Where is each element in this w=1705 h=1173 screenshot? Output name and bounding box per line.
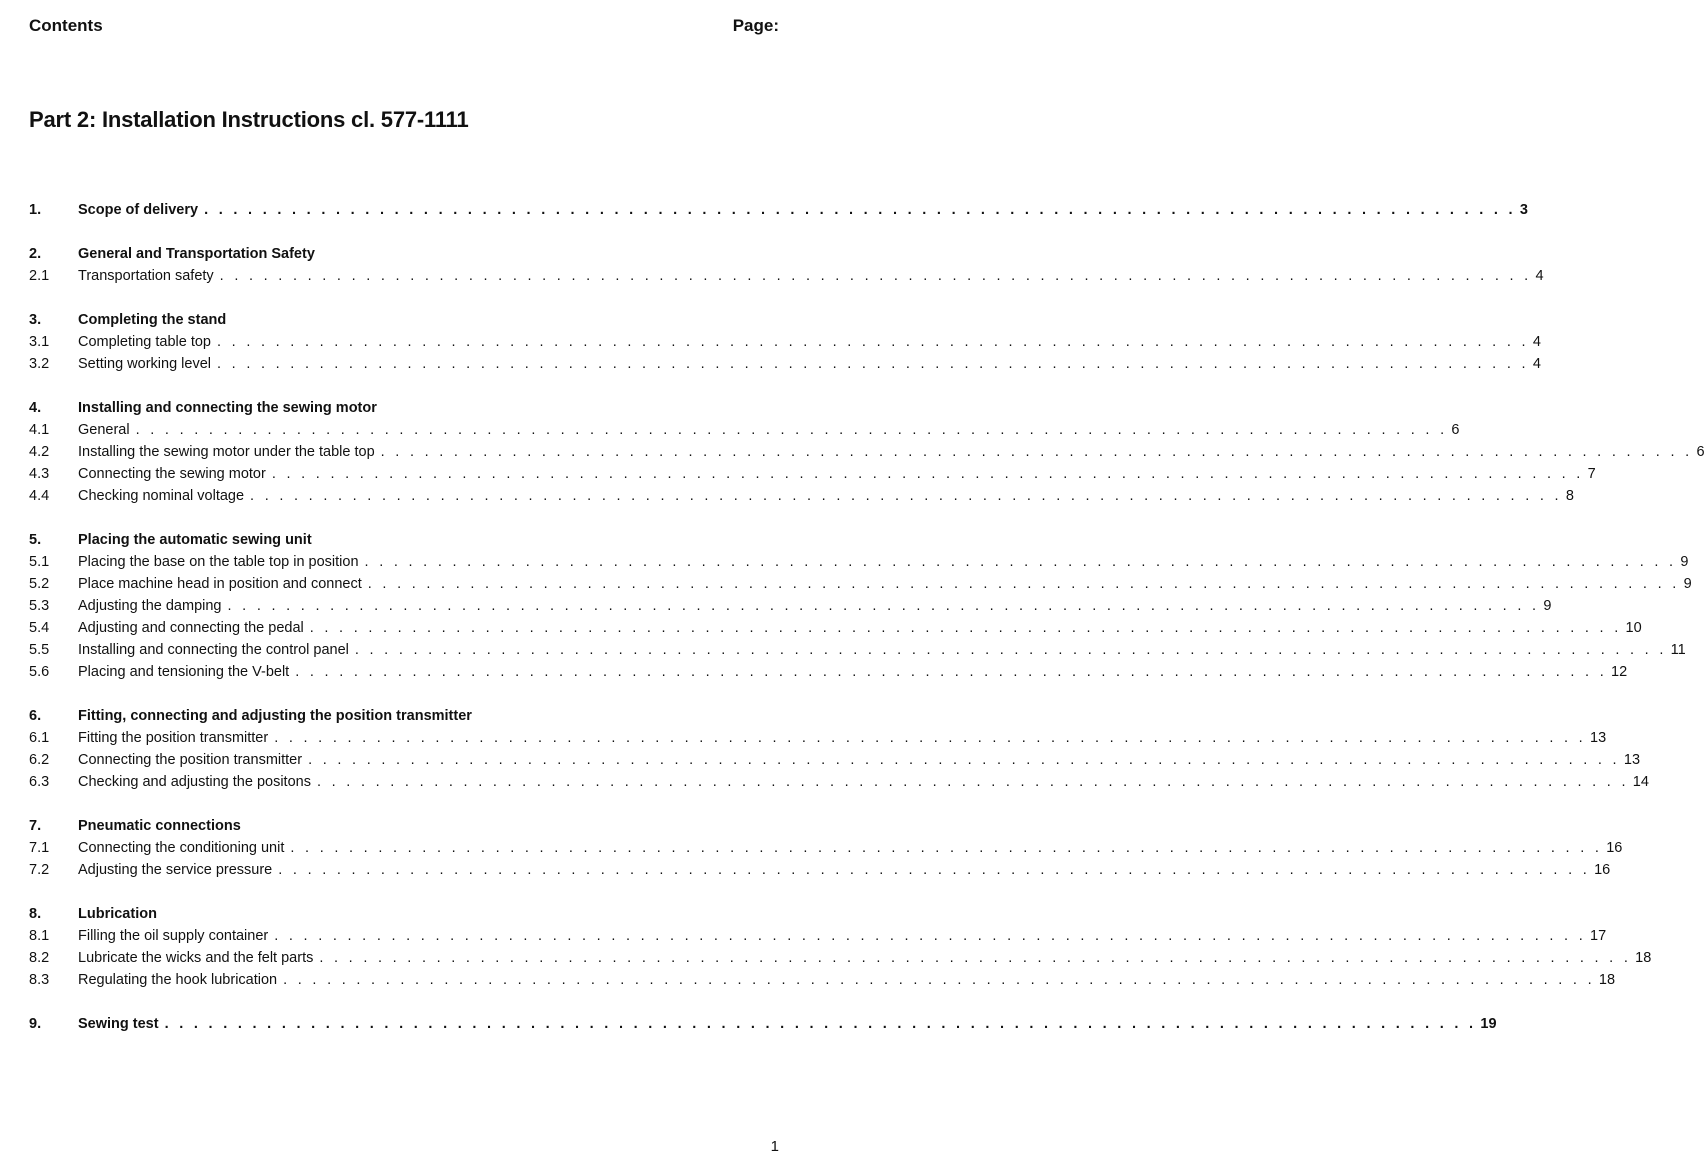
toc-title: Lubrication [78, 903, 161, 925]
toc-title: General and Transportation Safety [78, 243, 319, 265]
toc-section-row [29, 243, 779, 265]
toc-leader-dots: . . . . . . . . . . . . . . . . . . . . . . . . . . . . . . . . . . . . . . . . . . . . . . . . . . . . . . . . . . . . . . . . . . . . . . . . . . . . . . . . . . . . . . . . . . [364, 554, 1677, 570]
toc-page-number: 11 [1667, 639, 1686, 661]
toc-leader-dots: . . . . . . . . . . . . . . . . . . . . . . . . . . . . . . . . . . . . . . . . . . . . . . . . . . . . . . . . . . . . . . . . . . . . . . . . . . . . . . . . . . . . . . . . . . [290, 840, 1603, 856]
toc-entry-row [29, 617, 1642, 639]
toc-leader-dots: . . . . . . . . . . . . . . . . . . . . . . . . . . . . . . . . . . . . . . . . . . . . . . . . . . . . . . . . . . . . . . . . . . . . . . . . . . . . . . . . . . . . . . . . . . [380, 444, 1693, 460]
toc-leader-dots: . . . . . . . . . . . . . . . . . . . . . . . . . . . . . . . . . . . . . . . . . . . . . . . . . . . . . . . . . . . . . . . . . . . . . . . . . . . . . . . . . . . . . . . . . . [217, 334, 1529, 350]
toc-entry-row [29, 353, 1541, 375]
toc-page-number: 13 [1586, 727, 1606, 749]
toc-leader-dots: . . . . . . . . . . . . . . . . . . . . . . . . . . . . . . . . . . . . . . . . . . . . . . . . . . . . . . . . . . . . . . . . . . . . . . . . . . . . . . . . . . . . . . . . . . [278, 862, 1591, 878]
toc-entry-row [29, 661, 1628, 683]
toc-entry-row [29, 419, 1460, 441]
toc-page-number: 13 [1620, 749, 1640, 771]
toc-number: 8.1 [29, 928, 50, 944]
toc-number: 2. [29, 246, 42, 262]
toc-number: 7. [29, 818, 42, 834]
toc-title: Connecting the conditioning unit [78, 837, 288, 859]
toc-number: 6. [29, 708, 42, 724]
toc-title: Adjusting the service pressure [78, 859, 276, 881]
toc-leader-dots: . . . . . . . . . . . . . . . . . . . . . . . . . . . . . . . . . . . . . . . . . . . . . . . . . . . . . . . . . . . . . . . . . . . . . . . . . . . . . . . . . . . . . . . . . . [135, 422, 1448, 438]
toc-number: 7.2 [29, 862, 50, 878]
toc-number: 6.1 [29, 730, 50, 746]
toc-section-row [29, 1013, 1497, 1035]
toc-title: Sewing test [78, 1013, 163, 1035]
toc-number: 9. [29, 1016, 42, 1032]
toc-page-number: 12 [1607, 661, 1627, 683]
toc-entry-row [29, 573, 1692, 595]
table-of-contents [29, 199, 1705, 1035]
part-title: Part 2: Installation Instructions cl. 577-1111 [29, 107, 469, 132]
toc-spacer [29, 991, 779, 1013]
toc-title: Checking nominal voltage [78, 485, 248, 507]
toc-title: Transportation safety [78, 265, 218, 287]
toc-title: Filling the oil supply container [78, 925, 272, 947]
toc-number: 5. [29, 532, 42, 548]
toc-title: General [78, 419, 134, 441]
toc-leader-dots: . . . . . . . . . . . . . . . . . . . . . . . . . . . . . . . . . . . . . . . . . . . . . . . . . . . . . . . . . . . . . . . . . . . . . . . . . . . . . . . . . . . . . . . . . . [271, 466, 1584, 482]
toc-title: Placing the automatic sewing unit [78, 529, 316, 551]
toc-number: 3.1 [29, 334, 50, 350]
toc-spacer [29, 221, 779, 243]
toc-entry-row [29, 551, 1689, 573]
toc-spacer [29, 375, 779, 397]
toc-number: 6.2 [29, 752, 50, 768]
toc-page-number: 8 [1562, 485, 1574, 507]
toc-number: 5.1 [29, 554, 50, 570]
toc-section-row [29, 397, 779, 419]
toc-number: 2.1 [29, 268, 50, 284]
toc-entry-row [29, 771, 1649, 793]
header-page-label: Page: [732, 16, 779, 35]
toc-title: Pneumatic connections [78, 815, 245, 837]
toc-page-number: 4 [1531, 265, 1543, 287]
toc-spacer [29, 507, 779, 529]
toc-entry-row [29, 485, 1574, 507]
toc-page-number: 18 [1595, 969, 1615, 991]
toc-leader-dots: . . . . . . . . . . . . . . . . . . . . . . . . . . . . . . . . . . . . . . . . . . . . . . . . . . . . . . . . . . . . . . . . . . . . . . . . . . . . . . . . . . . . . . . . . . [367, 576, 1680, 592]
toc-number: 5.2 [29, 576, 50, 592]
toc-number: 8.3 [29, 972, 50, 988]
toc-number: 4. [29, 400, 42, 416]
toc-page-number: 10 [1622, 617, 1642, 639]
toc-title: Adjusting the damping [78, 595, 226, 617]
toc-title: Connecting the sewing motor [78, 463, 270, 485]
toc-spacer [29, 287, 779, 309]
toc-page-number: 9 [1539, 595, 1551, 617]
toc-entry-row [29, 727, 1607, 749]
toc-number: 4.3 [29, 466, 50, 482]
toc-entry-row [29, 595, 1552, 617]
toc-title: Connecting the position transmitter [78, 749, 306, 771]
header-contents: Contents [29, 16, 103, 35]
toc-page-number: 19 [1476, 1013, 1496, 1035]
toc-entry-row [29, 463, 1596, 485]
toc-page-number: 3 [1516, 199, 1528, 221]
toc-entry-row [29, 837, 1623, 859]
toc-title: Fitting, connecting and adjusting the position transmitter [78, 705, 476, 727]
toc-entry-row [29, 859, 1611, 881]
toc-page-number: 6 [1692, 441, 1704, 463]
toc-leader-dots: . . . . . . . . . . . . . . . . . . . . . . . . . . . . . . . . . . . . . . . . . . . . . . . . . . . . . . . . . . . . . . . . . . . . . . . . . . . . . . . . . . . . . . . . . . [309, 620, 1622, 636]
toc-entry-row [29, 441, 1705, 463]
toc-number: 4.2 [29, 444, 50, 460]
toc-page-number: 18 [1631, 947, 1651, 969]
toc-leader-dots: . . . . . . . . . . . . . . . . . . . . . . . . . . . . . . . . . . . . . . . . . . . . . . . . . . . . . . . . . . . . . . . . . . . . . . . . . . . . . . . . . . . . . . . . . . [308, 752, 1620, 768]
toc-leader-dots: . . . . . . . . . . . . . . . . . . . . . . . . . . . . . . . . . . . . . . . . . . . . . . . . . . . . . . . . . . . . . . . . . . . . . . . . . . . . . . . . . . . . . . . . . . [354, 642, 1667, 658]
toc-page-number: 14 [1629, 771, 1649, 793]
toc-page-number: 17 [1586, 925, 1606, 947]
toc-number: 4.1 [29, 422, 50, 438]
toc-number: 6.3 [29, 774, 50, 790]
toc-page-number: 9 [1680, 573, 1692, 595]
toc-section-row [29, 815, 779, 837]
toc-entry-row [29, 331, 1541, 353]
toc-title: Checking and adjusting the positons [78, 771, 315, 793]
toc-leader-dots: . . . . . . . . . . . . . . . . . . . . . . . . . . . . . . . . . . . . . . . . . . . . . . . . . . . . . . . . . . . . . . . . . . . . . . . . . . . . . . . . . . . . . . . . . . [227, 598, 1540, 614]
toc-page-number: 16 [1602, 837, 1622, 859]
toc-entry-row [29, 925, 1607, 947]
toc-section-row [29, 705, 779, 727]
page-number: 1 [770, 1138, 779, 1155]
toc-title: Regulating the hook lubrication [78, 969, 281, 991]
toc-page-number: 4 [1529, 353, 1541, 375]
toc-number: 3. [29, 312, 42, 328]
toc-title: Installing the sewing motor under the table top [78, 441, 379, 463]
toc-leader-dots: . . . . . . . . . . . . . . . . . . . . . . . . . . . . . . . . . . . . . . . . . . . . . . . . . . . . . . . . . . . . . . . . . . . . . . . . . . . . . . . . . . . . . . . . . . [283, 972, 1595, 988]
toc-title: Installing and connecting the control panel [78, 639, 353, 661]
toc-number: 5.6 [29, 664, 50, 680]
toc-spacer [29, 881, 779, 903]
toc-number: 7.1 [29, 840, 50, 856]
toc-number: 8. [29, 906, 42, 922]
toc-number: 8.2 [29, 950, 50, 966]
toc-title: Scope of delivery [78, 199, 202, 221]
toc-number: 5.3 [29, 598, 50, 614]
toc-section-row [29, 199, 1528, 221]
toc-leader-dots: . . . . . . . . . . . . . . . . . . . . . . . . . . . . . . . . . . . . . . . . . . . . . . . . . . . . . . . . . . . . . . . . . . . . . . . . . . . . . . . . . . . . . . . . . . [274, 730, 1587, 746]
toc-number: 5.5 [29, 642, 50, 658]
toc-title: Fitting the position transmitter [78, 727, 272, 749]
toc-section-row [29, 529, 779, 551]
toc-number: 1. [29, 202, 42, 218]
toc-title: Lubricate the wicks and the felt parts [78, 947, 317, 969]
toc-leader-dots: . . . . . . . . . . . . . . . . . . . . . . . . . . . . . . . . . . . . . . . . . . . . . . . . . . . . . . . . . . . . . . . . . . . . . . . . . . . . . . . . . . . . . . . . . . [295, 664, 1608, 680]
toc-page-number: 9 [1676, 551, 1688, 573]
toc-page-number: 7 [1584, 463, 1596, 485]
toc-section-row [29, 903, 779, 925]
toc-leader-dots: . . . . . . . . . . . . . . . . . . . . . . . . . . . . . . . . . . . . . . . . . . . . . . . . . . . . . . . . . . . . . . . . . . . . . . . . . . . . . . . . . . . . . . . . . . [319, 950, 1632, 966]
toc-title: Placing the base on the table top in position [78, 551, 363, 573]
toc-entry-row [29, 639, 1686, 661]
toc-spacer [29, 683, 779, 705]
toc-title: Completing the stand [78, 309, 230, 331]
toc-leader-dots: . . . . . . . . . . . . . . . . . . . . . . . . . . . . . . . . . . . . . . . . . . . . . . . . . . . . . . . . . . . . . . . . . . . . . . . . . . . . . . . . . . . . . . . . . . [219, 268, 1532, 284]
toc-section-row [29, 309, 779, 331]
toc-number: 4.4 [29, 488, 50, 504]
toc-number: 5.4 [29, 620, 50, 636]
toc-title: Placing and tensioning the V-belt [78, 661, 293, 683]
toc-leader-dots: . . . . . . . . . . . . . . . . . . . . . . . . . . . . . . . . . . . . . . . . . . . . . . . . . . . . . . . . . . . . . . . . . . . . . . . . . . . . . . . . . . . . . . . . . . [316, 774, 1629, 790]
toc-title: Adjusting and connecting the pedal [78, 617, 308, 639]
toc-page-number: 16 [1590, 859, 1610, 881]
toc-leader-dots: . . . . . . . . . . . . . . . . . . . . . . . . . . . . . . . . . . . . . . . . . . . . . . . . . . . . . . . . . . . . . . . . . . . . . . . . . . . . . . . . . . . . . . . . . . [164, 1016, 1477, 1032]
toc-leader-dots: . . . . . . . . . . . . . . . . . . . . . . . . . . . . . . . . . . . . . . . . . . . . . . . . . . . . . . . . . . . . . . . . . . . . . . . . . . . . . . . . . . . . . . . . . . [250, 488, 1562, 504]
toc-number: 3.2 [29, 356, 50, 372]
toc-page-number: 6 [1447, 419, 1459, 441]
toc-entry-row [29, 969, 1616, 991]
toc-entry-row [29, 947, 1652, 969]
toc-entry-row [29, 265, 1544, 287]
toc-leader-dots: . . . . . . . . . . . . . . . . . . . . . . . . . . . . . . . . . . . . . . . . . . . . . . . . . . . . . . . . . . . . . . . . . . . . . . . . . . . . . . . . . . . . . . . . . . [217, 356, 1529, 372]
toc-title: Completing table top [78, 331, 215, 353]
toc-page-number: 4 [1529, 331, 1541, 353]
toc-entry-row [29, 749, 1641, 771]
toc-leader-dots: . . . . . . . . . . . . . . . . . . . . . . . . . . . . . . . . . . . . . . . . . . . . . . . . . . . . . . . . . . . . . . . . . . . . . . . . . . . . . . . . . . . . . . . . . . [274, 928, 1587, 944]
toc-title: Setting working level [78, 353, 215, 375]
toc-spacer [29, 793, 779, 815]
toc-title: Installing and connecting the sewing motor [78, 397, 381, 419]
toc-title: Place machine head in position and connect [78, 573, 366, 595]
toc-leader-dots: . . . . . . . . . . . . . . . . . . . . . . . . . . . . . . . . . . . . . . . . . . . . . . . . . . . . . . . . . . . . . . . . . . . . . . . . . . . . . . . . . . . . . . . . . . [204, 202, 1516, 218]
